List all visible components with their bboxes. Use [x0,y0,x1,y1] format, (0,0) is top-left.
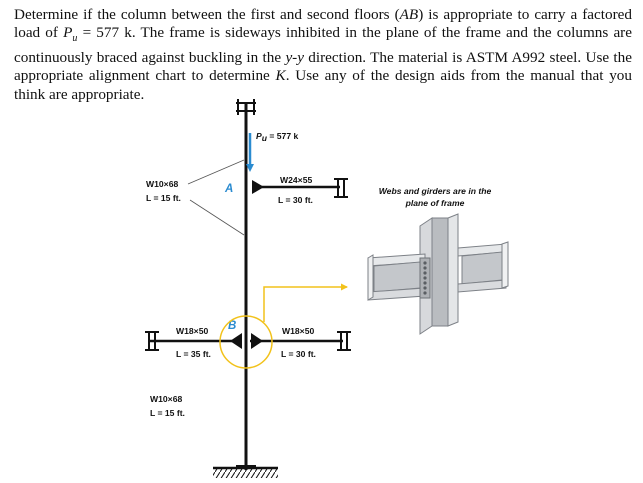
problem-text-3: = 577 k. The frame is sideways inhibited in the plane of the frame and the columns are continuously braced against buckling in the [14,24,632,66]
girder-b-left-section: W18×50 [176,326,209,336]
girder-a-connection [252,180,264,194]
lower-column-length: L = 15 ft. [150,408,185,418]
girder-b-left-connection [230,333,242,349]
load-subscript: u [72,33,78,45]
load-label: Pu = 577 k [256,131,299,143]
load-symbol: P [63,24,73,42]
upper-column-leader-2 [190,200,244,235]
member-ab-label: AB [399,6,419,23]
k-factor-symbol: K [275,67,286,85]
connection-detail-illustration [368,214,508,334]
upper-column-leader-1 [188,160,244,184]
upper-column-section: W10×68 [146,179,179,189]
girder-b-left-length: L = 35 ft. [176,349,211,359]
problem-text-4: direction. The material is ASTM A992 steel. Use the appropriate alignment chart to determine [14,48,632,85]
girder-b-right-section: W18×50 [282,326,315,336]
detail-pointer-arrow [264,287,347,322]
problem-text-5: . Use any of the design aids from the manual that you think are appropriate. [14,67,632,103]
upper-column-length: L = 15 ft. [146,193,181,203]
girder-b-right-length: L = 30 ft. [281,349,316,359]
axis-label: y-y [285,48,304,66]
problem-text-2: ) is appropriate to carry a factored load of [14,6,632,42]
fixed-support-icon [213,466,278,478]
note-line-2: plane of frame [405,198,465,208]
problem-text-1: Determine if the column between the first and second floors ( [14,6,400,23]
node-a-label: A [225,183,234,195]
girder-b-right-connection [251,333,263,349]
note-line-1: Webs and girders are in the [378,186,492,196]
lower-column-section: W10×68 [150,394,183,404]
girder-a-length: L = 30 ft. [278,195,313,205]
girder-a-section: W24×55 [280,175,313,185]
node-b-label: B [228,320,237,332]
